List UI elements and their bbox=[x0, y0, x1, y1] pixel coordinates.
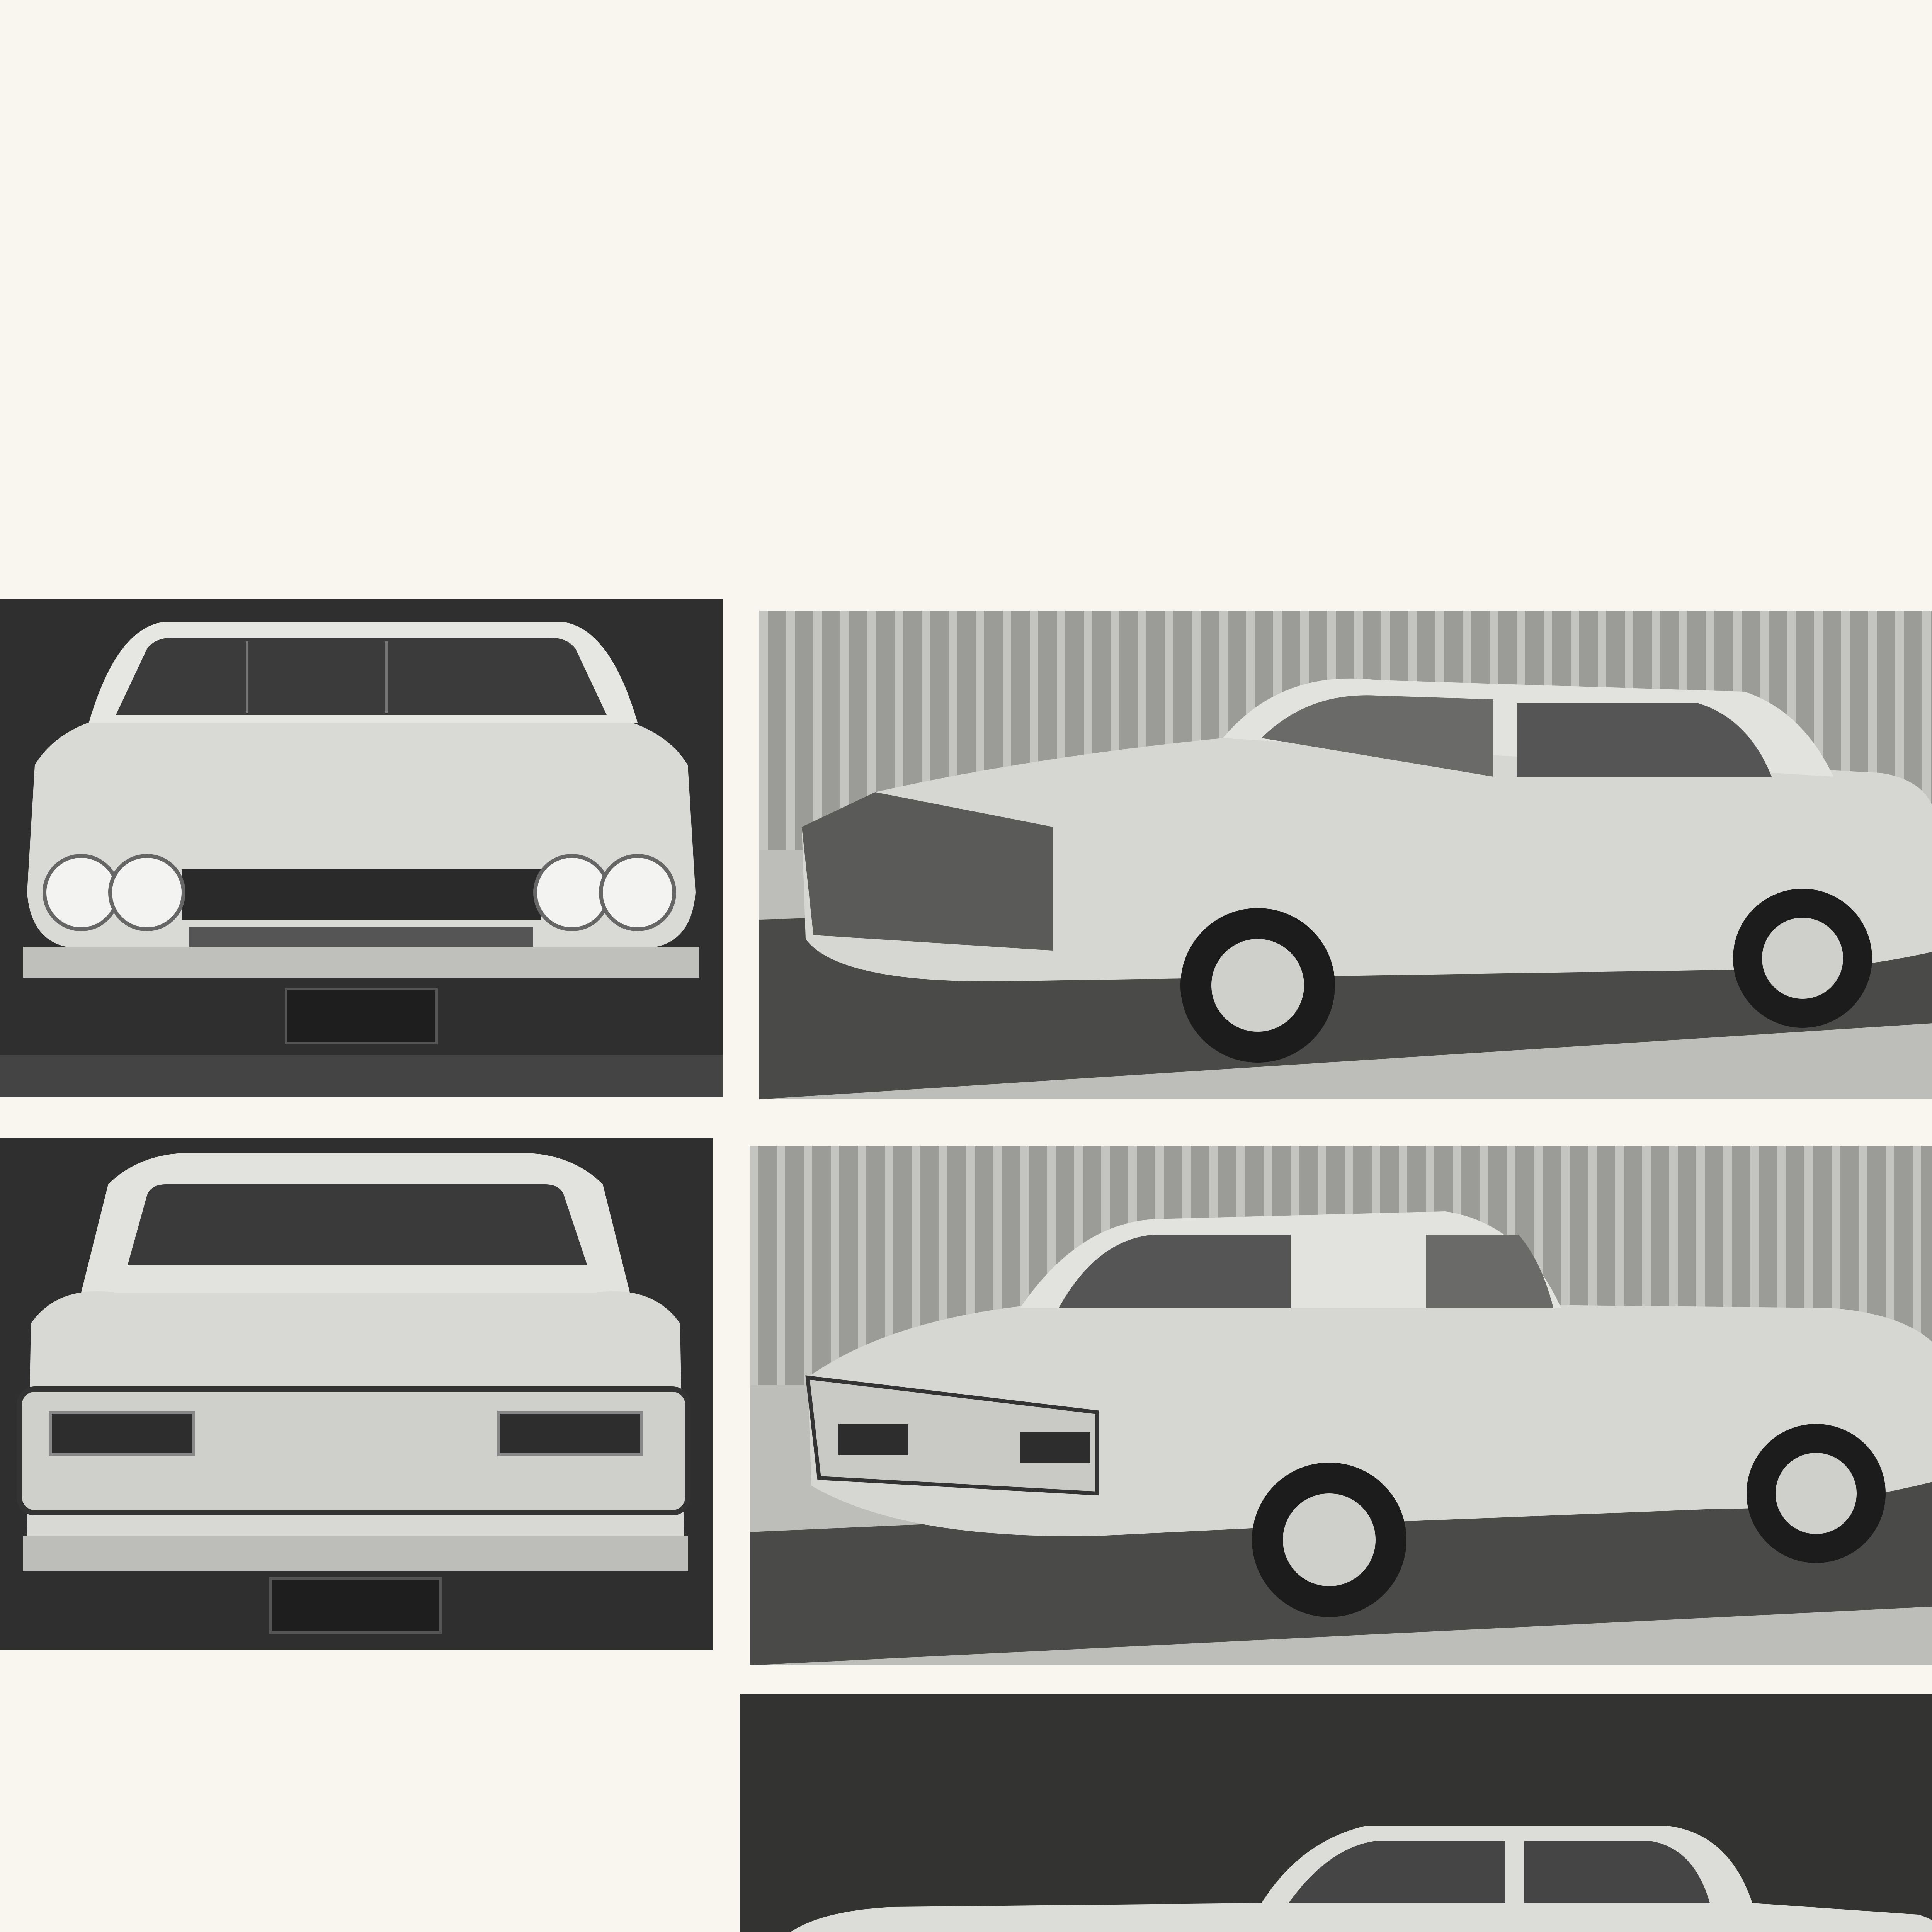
photo-front-three-quarter-view bbox=[759, 611, 1932, 1099]
front-three-quarter-illustration bbox=[759, 611, 1932, 1099]
photo-side-profile-view bbox=[740, 1694, 1932, 1932]
photo-front-view bbox=[0, 599, 723, 1097]
rear-three-quarter-illustration bbox=[750, 1146, 1932, 1665]
photo-rear-three-quarter-view bbox=[750, 1146, 1932, 1665]
front-view-illustration bbox=[0, 599, 723, 1097]
rear-view-illustration bbox=[0, 1138, 713, 1650]
photo-rear-view bbox=[0, 1138, 713, 1650]
side-profile-illustration bbox=[740, 1694, 1932, 1932]
